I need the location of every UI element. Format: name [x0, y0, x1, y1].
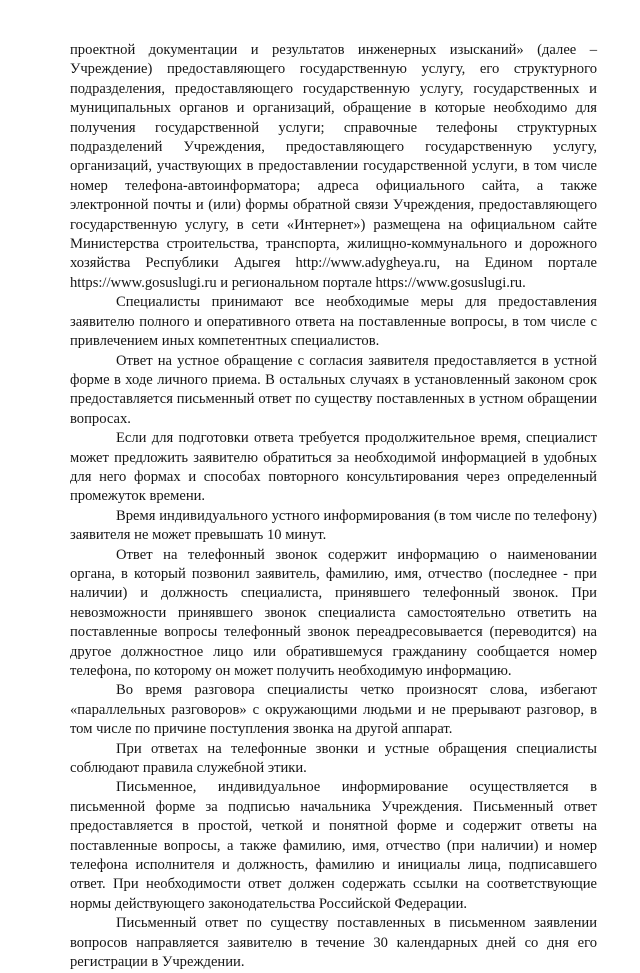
paragraph-8: При ответах на телефонные звонки и устные обращения специалисты соблюдают правила служебной этики.	[70, 740, 597, 777]
paragraph-7: Во время разговора специалисты четко произносят слова, избегают «параллельных разговоров» с окружающими людьми и не прерывают разговор, в том числе по причине поступления звонка на другой аппарат.	[70, 682, 597, 738]
paragraph-6: Ответ на телефонный звонок содержит информацию о наименовании органа, в который позвонил заявитель, фамилию, имя, отчество (последнее - при наличии) и должность специалиста, принявшего телефонный звонок. При невозможности принявшего звонок специалиста самостоятельно ответить на поставленные вопросы телефонный звонок переадресовывается (переводится) на другое должностное лицо или обратившемуся гражданину сообщается номер телефона, по которому он может получить необходимую информацию.	[70, 546, 597, 679]
paragraph-1: проектной документации и результатов инженерных изысканий» (далее – Учреждение) предоставляющего государственную услугу, его структурного подразделения, предоставляющего государственную услугу, государственных и муниципальных органов и организаций, обращение в которые необходимо для получения государственной услуги; справочные телефоны структурных подразделений Учреждения, предоставляющего государственную услугу, организаций, участвующих в предоставлении государственной услуги, в том числе номер телефона-автоинформатора; адреса официального сайта, а также электронной почты и (или) формы обратной связи Учреждения, предоставляющего государственную услугу, в сети «Интернет») размещена на официальном сайте Министерства строительства, транспорта, жилищно-коммунального и дорожного хозяйства Республики Адыгея http://www.adygheya.ru, на Едином портале https://www.gosuslugi.ru и региональном портале https://www.gosuslugi.ru.	[70, 42, 597, 291]
document-body	[70, 41, 597, 973]
paragraph-4: Если для подготовки ответа требуется продолжительное время, специалист может предложить заявителю обратиться за необходимой информацией в удобных для него формах и способах повторного консультирования через определенный промежуток времени.	[70, 430, 597, 505]
paragraph-9: Письменное, индивидуальное информирование осуществляется в письменной форме за подписью начальника Учреждения. Письменный ответ предоставляется в простой, четкой и понятной форме и содержит ответы на поставленные вопросы, а также фамилию, имя, отчество (при наличии) и номер телефона исполнителя и должность, фамилию и инициалы лица, подписавшего ответ. При необходимости ответ должен содержать ссылки на соответствующие нормы действующего законодательства Российской Федерации.	[70, 779, 597, 912]
paragraph-5: Время индивидуального устного информирования (в том числе по телефону) заявителя не может превышать 10 минут.	[70, 507, 597, 544]
paragraph-2: Специалисты принимают все необходимые меры для предоставления заявителю полного и оперативного ответа на поставленные вопросы, в том числе с привлечением иных компетентных специалистов.	[70, 294, 597, 350]
paragraph-10: Письменный ответ по существу поставленных в письменном заявлении вопросов направляется заявителю в течение 30 календарных дней со дня его регистрации в Учреждении.	[70, 915, 597, 971]
paragraph-3: Ответ на устное обращение с согласия заявителя предоставляется в устной форме в ходе личного приема. В остальных случаях в установленный законом срок предоставляется письменный ответ по существу поставленных в устном обращении вопросах.	[70, 352, 597, 427]
